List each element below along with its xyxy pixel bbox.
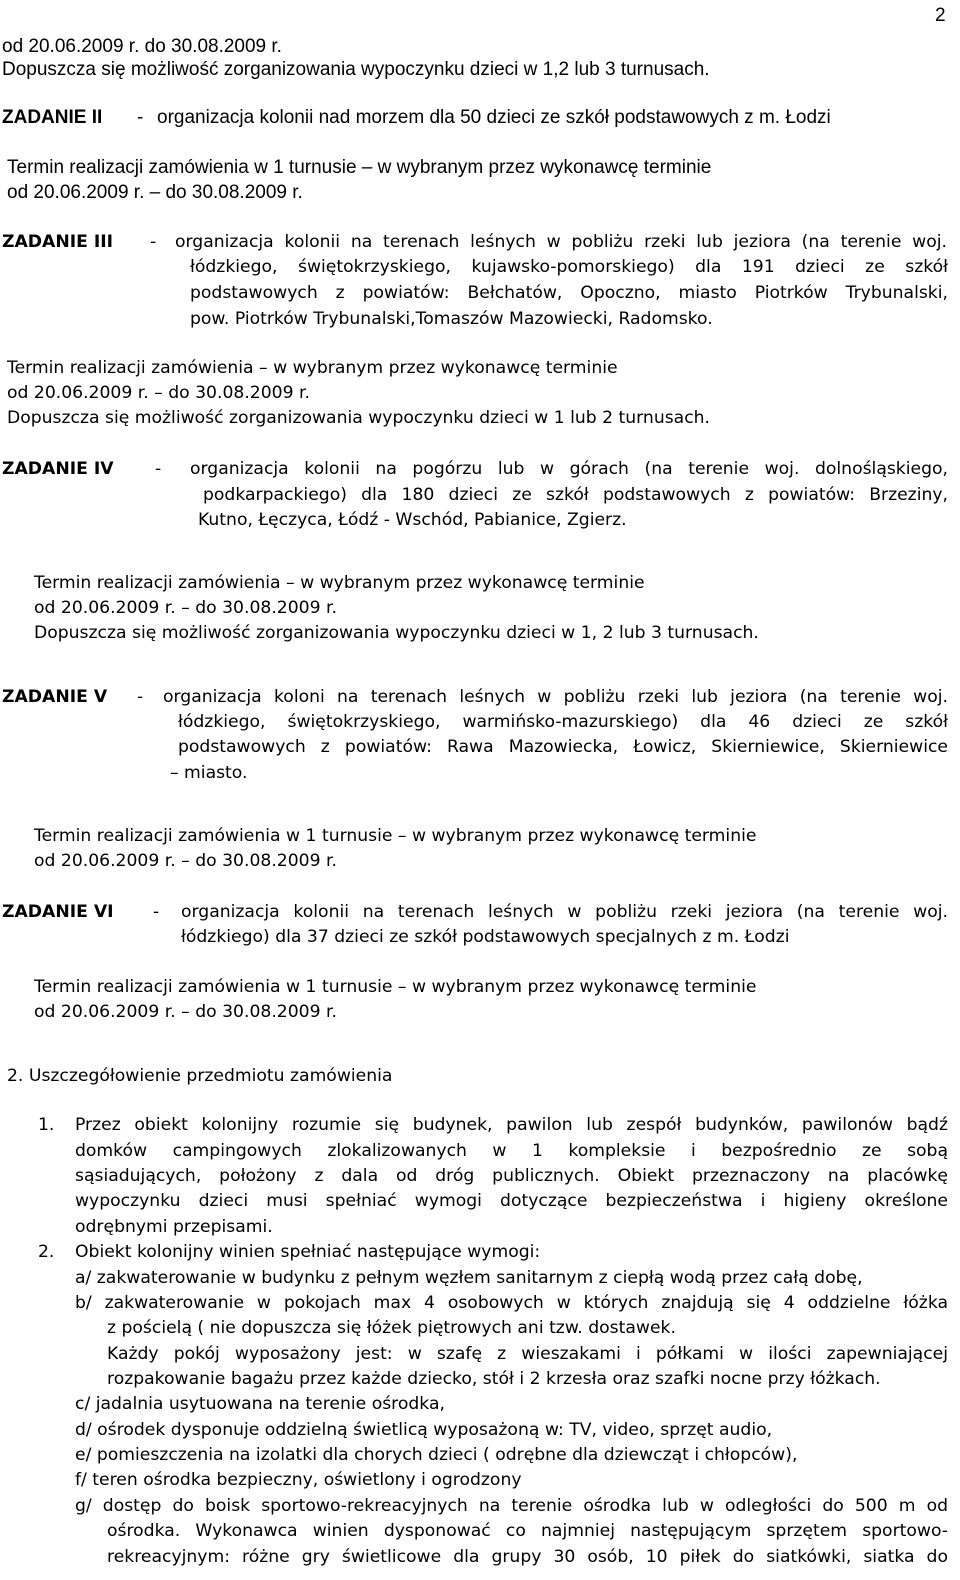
task4-description-line2: podkarpackiego) dla 180 dzieci ze szkół podstawowych z powiatów: Brzeziny, xyxy=(203,485,948,505)
item2-point-g-line2: ośrodka. Wykonawca winien dysponować co najmniej następującym sprzętem sportowo- xyxy=(107,1521,948,1541)
task2-separator: - xyxy=(137,107,144,128)
task4-description-line3: Kutno, Łęczyca, Łódź - Wschód, Pabianice, Zgierz. xyxy=(198,510,627,530)
task5-term-dates: od 20.06.2009 r. – do 30.08.2009 r. xyxy=(34,851,337,871)
intro-turnus-note: Dopuszcza się możliwość zorganizowania wypoczynku dzieci w 1,2 lub 3 turnusach. xyxy=(2,59,710,80)
task6-description-line1: organizacja kolonii na terenach leśnych w pobliżu rzeki jeziora (na terenie woj. xyxy=(181,902,948,922)
item2-point-b-line3: Każdy pokój wyposażony jest: w szafę z wieszakami i półkami w ilości zapewniającej xyxy=(107,1344,948,1364)
item2-point-d: d/ ośrodek dysponuje oddzielną świetlicą wyposażoną w: TV, video, sprzęt audio, xyxy=(75,1420,773,1440)
item1-line4: wypoczynku dzieci musi spełniać wymogi dotyczące bezpieczeństwa i higieny określone xyxy=(75,1191,948,1211)
task6-term-dates: od 20.06.2009 r. – do 30.08.2009 r. xyxy=(34,1002,337,1022)
task5-description-line1: organizacja koloni na terenach leśnych w pobliżu rzeki lub jeziora (na terenie woj. xyxy=(163,687,948,707)
task5-description-line3: podstawowych z powiatów: Rawa Mazowiecka, Łowicz, Skierniewice, Skierniewice xyxy=(178,737,948,757)
item1-number: 1. xyxy=(38,1115,55,1135)
task6-separator: - xyxy=(153,902,160,922)
task5-description-line4: – miasto. xyxy=(170,763,248,783)
task3-description-line4: pow. Piotrków Trybunalski,Tomaszów Mazowiecki, Radomsko. xyxy=(190,309,713,329)
task2-term-dates: od 20.06.2009 r. – do 30.08.2009 r. xyxy=(7,182,303,203)
task3-label: ZADANIE III xyxy=(2,232,114,252)
task5-separator: - xyxy=(137,687,144,707)
section-heading: 2. Uszczegółowienie przedmiotu zamówienia xyxy=(7,1066,393,1086)
item2-point-g-line1: g/ dostęp do boisk sportowo-rekreacyjnych na terenie ośrodka lub w odległości do 500 m od xyxy=(75,1496,948,1516)
task5-description-line2: łódzkiego, świętokrzyskiego, warmińsko-mazurskiego) dla 46 dzieci ze szkół xyxy=(178,712,948,732)
task4-label: ZADANIE IV xyxy=(2,459,114,479)
task2-label: ZADANIE II xyxy=(2,107,103,128)
task2-description: organizacja kolonii nad morzem dla 50 dzieci ze szkół podstawowych z m. Łodzi xyxy=(157,107,831,128)
page-number: 2 xyxy=(935,5,946,26)
task6-term-line: Termin realizacji zamówienia w 1 turnusie – w wybranym przez wykonawcę terminie xyxy=(34,977,757,997)
item2-point-g-line3: rekreacyjnym: różne gry świetlicowe dla grupy 30 osób, 10 piłek do siatkówki, siatka do xyxy=(107,1547,948,1567)
task3-term-line: Termin realizacji zamówienia – w wybranym przez wykonawcę terminie xyxy=(7,358,618,378)
item1-line5: odrębnymi przepisami. xyxy=(75,1217,273,1237)
task6-description-line2: łódzkiego) dla 37 dzieci ze szkół podstawowych specjalnych z m. Łodzi xyxy=(181,927,790,947)
item2-point-b-line4: rozpakowanie bagażu przez każde dziecko, stół i 2 krzesła oraz szafki nocne przy łóżkach. xyxy=(107,1369,881,1389)
task3-term-dates: od 20.06.2009 r. – do 30.08.2009 r. xyxy=(7,383,310,403)
item2-point-f: f/ teren ośrodka bezpieczny, oświetlony i ogrodzony xyxy=(75,1470,522,1490)
item1-line3: sąsiadujących, położony z dala od dróg publicznych. Obiekt przeznaczony na placówkę xyxy=(75,1166,948,1186)
item1-line1: Przez obiekt kolonijny rozumie się budynek, pawilon lub zespół budynków, pawilonów bądź xyxy=(75,1115,948,1135)
task3-description-line1: organizacja kolonii na terenach leśnych w pobliżu rzeki lub jeziora (na terenie woj. xyxy=(175,232,947,252)
task4-term-line: Termin realizacji zamówienia – w wybranym przez wykonawcę terminie xyxy=(34,573,645,593)
intro-term-dates: od 20.06.2009 r. do 30.08.2009 r. xyxy=(2,36,282,57)
task3-separator: - xyxy=(150,232,157,252)
task5-term-line: Termin realizacji zamówienia w 1 turnusie – w wybranym przez wykonawcę terminie xyxy=(34,826,757,846)
item2-point-e: e/ pomieszczenia na izolatki dla chorych dzieci ( odrębne dla dziewcząt i chłopców), xyxy=(75,1445,798,1465)
task6-label: ZADANIE VI xyxy=(2,902,114,922)
item1-line2: domków campingowych zlokalizowanych w 1 kompleksie i bezpośrednio ze sobą xyxy=(75,1141,948,1161)
item2-point-a: a/ zakwaterowanie w budynku z pełnym węzłem sanitarnym z ciepłą wodą przez całą dobę, xyxy=(75,1268,863,1288)
task3-turnus-note: Dopuszcza się możliwość zorganizowania wypoczynku dzieci w 1 lub 2 turnusach. xyxy=(7,408,711,428)
item2-point-b-line2: z pościelą ( nie dopuszcza się łóżek piętrowych ani tzw. dostawek. xyxy=(107,1318,676,1338)
task4-description-line1: organizacja kolonii na pogórzu lub w górach (na terenie woj. dolnośląskiego, xyxy=(190,459,948,479)
item2-number: 2. xyxy=(38,1242,55,1262)
task3-description-line3: podstawowych z powiatów: Bełchatów, Opoczno, miasto Piotrków Trybunalski, xyxy=(190,283,948,303)
item2-point-c: c/ jadalnia usytuowana na terenie ośrodka, xyxy=(75,1394,445,1414)
task4-turnus-note: Dopuszcza się możliwość zorganizowania wypoczynku dzieci w 1, 2 lub 3 turnusach. xyxy=(34,623,759,643)
item2-point-b-line1: b/ zakwaterowanie w pokojach max 4 osobowych w których znajdują się 4 oddzielne łóżka xyxy=(75,1293,948,1313)
item2-intro: Obiekt kolonijny winien spełniać następujące wymogi: xyxy=(75,1242,541,1262)
task5-label: ZADANIE V xyxy=(2,687,108,707)
task4-term-dates: od 20.06.2009 r. – do 30.08.2009 r. xyxy=(34,598,337,618)
task4-separator: - xyxy=(155,459,162,479)
task2-term-line: Termin realizacji zamówienia w 1 turnusie – w wybranym przez wykonawcę terminie xyxy=(7,157,712,178)
task3-description-line2: łódzkiego, świętokrzyskiego, kujawsko-pomorskiego) dla 191 dzieci ze szkół xyxy=(190,257,948,277)
